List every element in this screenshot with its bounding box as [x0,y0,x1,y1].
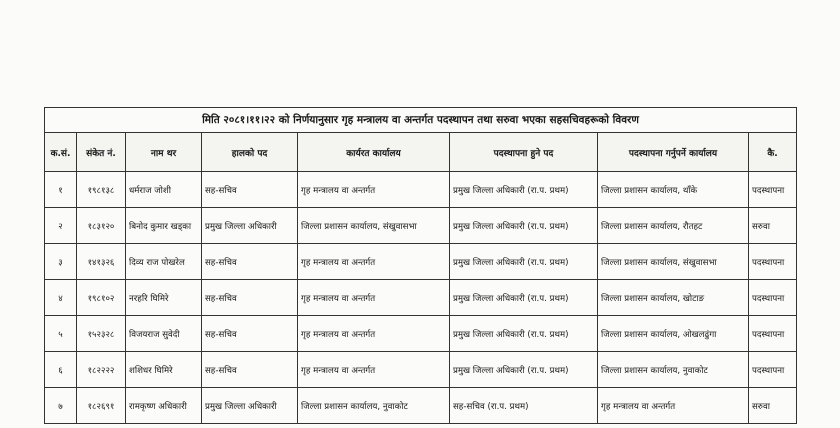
serial-cell: ७ [45,388,77,424]
new-office-cell: गृह मन्त्रालय वा अन्तर्गत [598,388,749,424]
table-row [45,388,797,424]
code-cell: १९८१३८ [77,172,126,208]
new-post-cell: प्रमुख जिल्ला अधिकारी (रा.प. प्रथम) [450,280,598,316]
transfer-table-sheet [44,107,796,424]
remark-cell: पदस्थापना [749,172,797,208]
remark-cell: सरुवा [749,388,797,424]
column-header-remark: कै. [749,133,797,172]
current-office-cell: गृह मन्त्रालय वा अन्तर्गत [298,316,450,352]
code-cell: १८२६९१ [77,388,126,424]
table-row [45,208,797,244]
serial-cell: ४ [45,280,77,316]
new-office-cell: जिल्ला प्रशासन कार्यालय, रौतहट [598,208,749,244]
table-row [45,280,797,316]
current-office-cell: जिल्ला प्रशासन कार्यालय, संखुवासभा [298,208,450,244]
serial-cell: २ [45,208,77,244]
current-post-cell: सह-सचिव [202,352,298,388]
current-post-cell: सह-सचिव [202,316,298,352]
name-cell: विजयराज सुवेदी [126,316,202,352]
new-post-cell: प्रमुख जिल्ला अधिकारी (रा.प. प्रथम) [450,316,598,352]
new-office-cell: जिल्ला प्रशासन कार्यालय, नुवाकोट [598,352,749,388]
serial-cell: ६ [45,352,77,388]
current-office-cell: गृह मन्त्रालय वा अन्तर्गत [298,280,450,316]
new-office-cell: जिल्ला प्रशासन कार्यालय, संखुवासभा [598,244,749,280]
current-office-cell: गृह मन्त्रालय वा अन्तर्गत [298,352,450,388]
current-office-cell: गृह मन्त्रालय वा अन्तर्गत [298,172,450,208]
new-post-cell: प्रमुख जिल्ला अधिकारी (रा.प. प्रथम) [450,244,598,280]
code-cell: १८२२२२ [77,352,126,388]
header-row [45,133,797,172]
name-cell: धर्मराज जोशी [126,172,202,208]
name-cell: शशिधर घिमिरे [126,352,202,388]
column-header-sn: क.सं. [45,133,77,172]
remark-cell: पदस्थापना [749,316,797,352]
remark-cell: पदस्थापना [749,244,797,280]
current-post-cell: प्रमुख जिल्ला अधिकारी [202,208,298,244]
remark-cell: पदस्थापना [749,280,797,316]
current-post-cell: प्रमुख जिल्ला अधिकारी [202,388,298,424]
code-cell: १४१३२६ [77,244,126,280]
current-post-cell: सह-सचिव [202,172,298,208]
name-cell: दिव्य राज पोखरेल [126,244,202,280]
name-cell: बिनोद कुमार खड्का [126,208,202,244]
current-post-cell: सह-सचिव [202,244,298,280]
table-row [45,172,797,208]
transfer-table [44,107,797,424]
new-post-cell: प्रमुख जिल्ला अधिकारी (रा.प. प्रथम) [450,352,598,388]
current-post-cell: सह-सचिव [202,280,298,316]
serial-cell: ५ [45,316,77,352]
table-row [45,352,797,388]
name-cell: रामकृष्ण अधिकारी [126,388,202,424]
column-header-current-office: कार्यरत कार्यालय [298,133,450,172]
serial-cell: १ [45,172,77,208]
column-header-code: संकेत नं. [77,133,126,172]
name-cell: नरहरि घिमिरे [126,280,202,316]
new-office-cell: जिल्ला प्रशासन कार्यालय, खोटाङ [598,280,749,316]
table-row [45,244,797,280]
remark-cell: सरुवा [749,208,797,244]
serial-cell: ३ [45,244,77,280]
code-cell: १८३१२० [77,208,126,244]
current-office-cell: गृह मन्त्रालय वा अन्तर्गत [298,244,450,280]
new-post-cell: प्रमुख जिल्ला अधिकारी (रा.प. प्रथम) [450,208,598,244]
column-header-new-post: पदस्थापना हुने पद [450,133,598,172]
table-row [45,316,797,352]
new-office-cell: जिल्ला प्रशासन कार्यालय, थाँके [598,172,749,208]
column-header-name: नाम थर [126,133,202,172]
column-header-current-post: हालको पद [202,133,298,172]
code-cell: १९८१०२ [77,280,126,316]
new-post-cell: प्रमुख जिल्ला अधिकारी (रा.प. प्रथम) [450,172,598,208]
current-office-cell: जिल्ला प्रशासन कार्यालय, नुवाकोट [298,388,450,424]
column-header-new-office: पदस्थापना गर्नुपर्ने कार्यालय [598,133,749,172]
remark-cell: पदस्थापना [749,352,797,388]
new-post-cell: सह-सचिव (रा.प. प्रथम) [450,388,598,424]
new-office-cell: जिल्ला प्रशासन कार्यालय, ओखलढुंगा [598,316,749,352]
table-title: मिति २०८१।११।२२ को निर्णयानुसार गृह मन्त्रालय वा अन्तर्गत पदस्थापन तथा सरुवा भएका सहसचिवहरूको विवरण [45,108,797,133]
table-body [45,172,797,424]
code-cell: १५२३२८ [77,316,126,352]
